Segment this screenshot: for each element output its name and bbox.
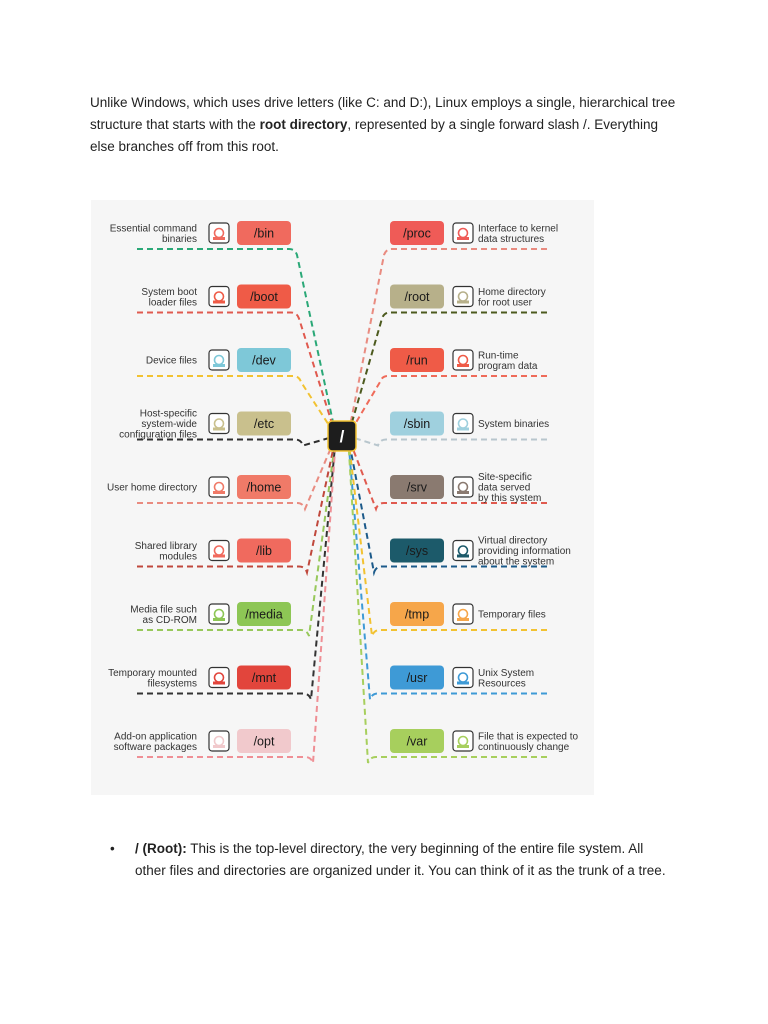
dir-description: binaries xyxy=(161,233,197,245)
dir-description: modules xyxy=(159,551,197,563)
dir-description: System binaries xyxy=(478,419,550,430)
clock-file-icon xyxy=(453,604,473,624)
dir-item-opt xyxy=(114,729,291,753)
package-icon xyxy=(209,731,229,751)
dir-description: Essential command xyxy=(109,223,197,235)
intro-text-2: , represented by a single forward slash /. Everything else branches off from this root. xyxy=(90,117,659,154)
dir-description: Shared library xyxy=(134,540,197,552)
bullet-list xyxy=(110,838,670,882)
dir-item-bin xyxy=(110,221,291,245)
dir-description: Run-time xyxy=(478,350,519,362)
lock-file-icon xyxy=(453,668,473,688)
dir-label: /opt xyxy=(253,734,275,749)
dir-description: Unix System xyxy=(478,667,535,679)
database-icon xyxy=(453,350,473,370)
dir-description: about the system xyxy=(478,556,555,568)
directory-tree-svg xyxy=(91,200,594,795)
dir-label: /run xyxy=(406,353,428,368)
dir-description: as CD-ROM xyxy=(142,614,197,626)
kernel-icon xyxy=(453,223,473,243)
dir-item-usr xyxy=(390,666,534,690)
cd-icon xyxy=(209,604,229,624)
intro-paragraph xyxy=(90,92,680,158)
connector-proc xyxy=(348,249,550,436)
dir-label: /sys xyxy=(405,544,429,558)
dir-description: Home directory xyxy=(478,286,546,298)
intro-bold-term: root directory xyxy=(259,117,348,132)
connector-home xyxy=(137,436,336,509)
dir-item-mnt xyxy=(108,666,291,690)
dir-description: configuration files xyxy=(119,429,197,441)
dir-item-home xyxy=(107,475,291,499)
dir-description: providing information xyxy=(478,546,571,557)
root-house-icon xyxy=(453,287,473,307)
dir-description: software packages xyxy=(113,741,197,753)
disk-drive-icon xyxy=(209,350,229,370)
dir-description: filesystems xyxy=(147,678,197,690)
dir-description: system-wide xyxy=(141,419,197,430)
dir-label: /etc xyxy=(253,417,275,431)
dir-description: by this system xyxy=(478,493,542,504)
dir-description: Temporary mounted xyxy=(108,667,197,679)
dir-label: /dev xyxy=(252,353,276,368)
connector-sbin xyxy=(348,436,547,446)
dir-description: Interface to kernel xyxy=(478,223,559,235)
sys-gear-icon xyxy=(453,541,473,561)
dir-item-lib xyxy=(135,539,291,563)
dir-label: /srv xyxy=(406,480,428,495)
dir-item-dev xyxy=(146,348,291,372)
dir-description: continuously change xyxy=(478,741,570,753)
dir-item-sys xyxy=(390,536,571,568)
dir-label: /bin xyxy=(253,226,275,241)
dir-label: /mnt xyxy=(251,671,277,685)
gear-file-icon xyxy=(209,414,229,434)
dir-description: User home directory xyxy=(106,482,197,494)
dir-label: /tmp xyxy=(404,607,430,622)
dir-description: Media file such xyxy=(130,604,197,616)
cursor-exe-icon xyxy=(209,223,229,243)
bullet-text: This is the top-level directory, the very beginning of the entire file system. All other files and directories are organized under it. You can think of it as the trunk of a tree. xyxy=(135,841,666,878)
dir-item-srv xyxy=(390,472,541,504)
gear-icon xyxy=(209,287,229,307)
dir-item-root xyxy=(390,285,546,309)
layers-icon xyxy=(453,477,473,497)
dir-description: Resources xyxy=(478,678,526,690)
root-node xyxy=(328,421,356,451)
dir-label: /sbin xyxy=(403,417,431,431)
dir-description: Virtual directory xyxy=(478,535,548,547)
bullet-marker: • xyxy=(110,841,115,856)
dir-label: /lib xyxy=(256,544,272,558)
dir-description: File that is expected to xyxy=(478,731,579,743)
dir-label: /boot xyxy=(250,290,278,304)
dir-item-sbin xyxy=(390,412,549,436)
linux-directory-diagram xyxy=(91,200,594,795)
connector-root xyxy=(348,313,550,437)
dir-description: Host-specific xyxy=(139,408,197,420)
chart-file-icon xyxy=(453,731,473,751)
dir-item-tmp xyxy=(390,602,546,626)
dir-item-run xyxy=(390,348,538,372)
dir-description: Site-specific xyxy=(478,472,532,483)
list-item xyxy=(110,838,670,882)
dir-label: /usr xyxy=(406,671,428,685)
intro-text-1: Unlike Windows, which uses drive letters (like C: and D:), Linux employs a single, hierarchical tree structure that starts with the xyxy=(90,95,676,132)
dir-description: for root user xyxy=(478,297,532,309)
bullet-term: / (Root): xyxy=(135,841,187,856)
dir-label: /home xyxy=(246,480,282,495)
binary-window-icon xyxy=(453,414,473,434)
dir-description: loader files xyxy=(148,297,197,309)
dir-label: /root xyxy=(404,290,430,304)
dir-description: System boot xyxy=(141,286,197,298)
dir-description: program data xyxy=(478,360,538,372)
dir-item-boot xyxy=(141,285,291,309)
dir-description: Add-on application xyxy=(114,731,197,743)
dir-label: /proc xyxy=(403,226,431,241)
dir-description: Temporary files xyxy=(478,609,546,621)
dir-description: data structures xyxy=(478,233,545,245)
dir-description: Device files xyxy=(145,355,197,367)
root-label: / xyxy=(339,427,345,446)
dir-item-var xyxy=(390,729,578,753)
connector-mnt xyxy=(134,436,336,700)
dir-label: /media xyxy=(245,607,283,622)
dir-item-proc xyxy=(390,221,558,245)
dir-description: data served xyxy=(478,482,531,494)
house-icon xyxy=(209,477,229,497)
mount-icon xyxy=(209,668,229,688)
dir-item-etc xyxy=(119,409,291,441)
dir-item-media xyxy=(130,602,291,626)
dir-label: /var xyxy=(406,734,428,749)
books-icon xyxy=(209,541,229,561)
